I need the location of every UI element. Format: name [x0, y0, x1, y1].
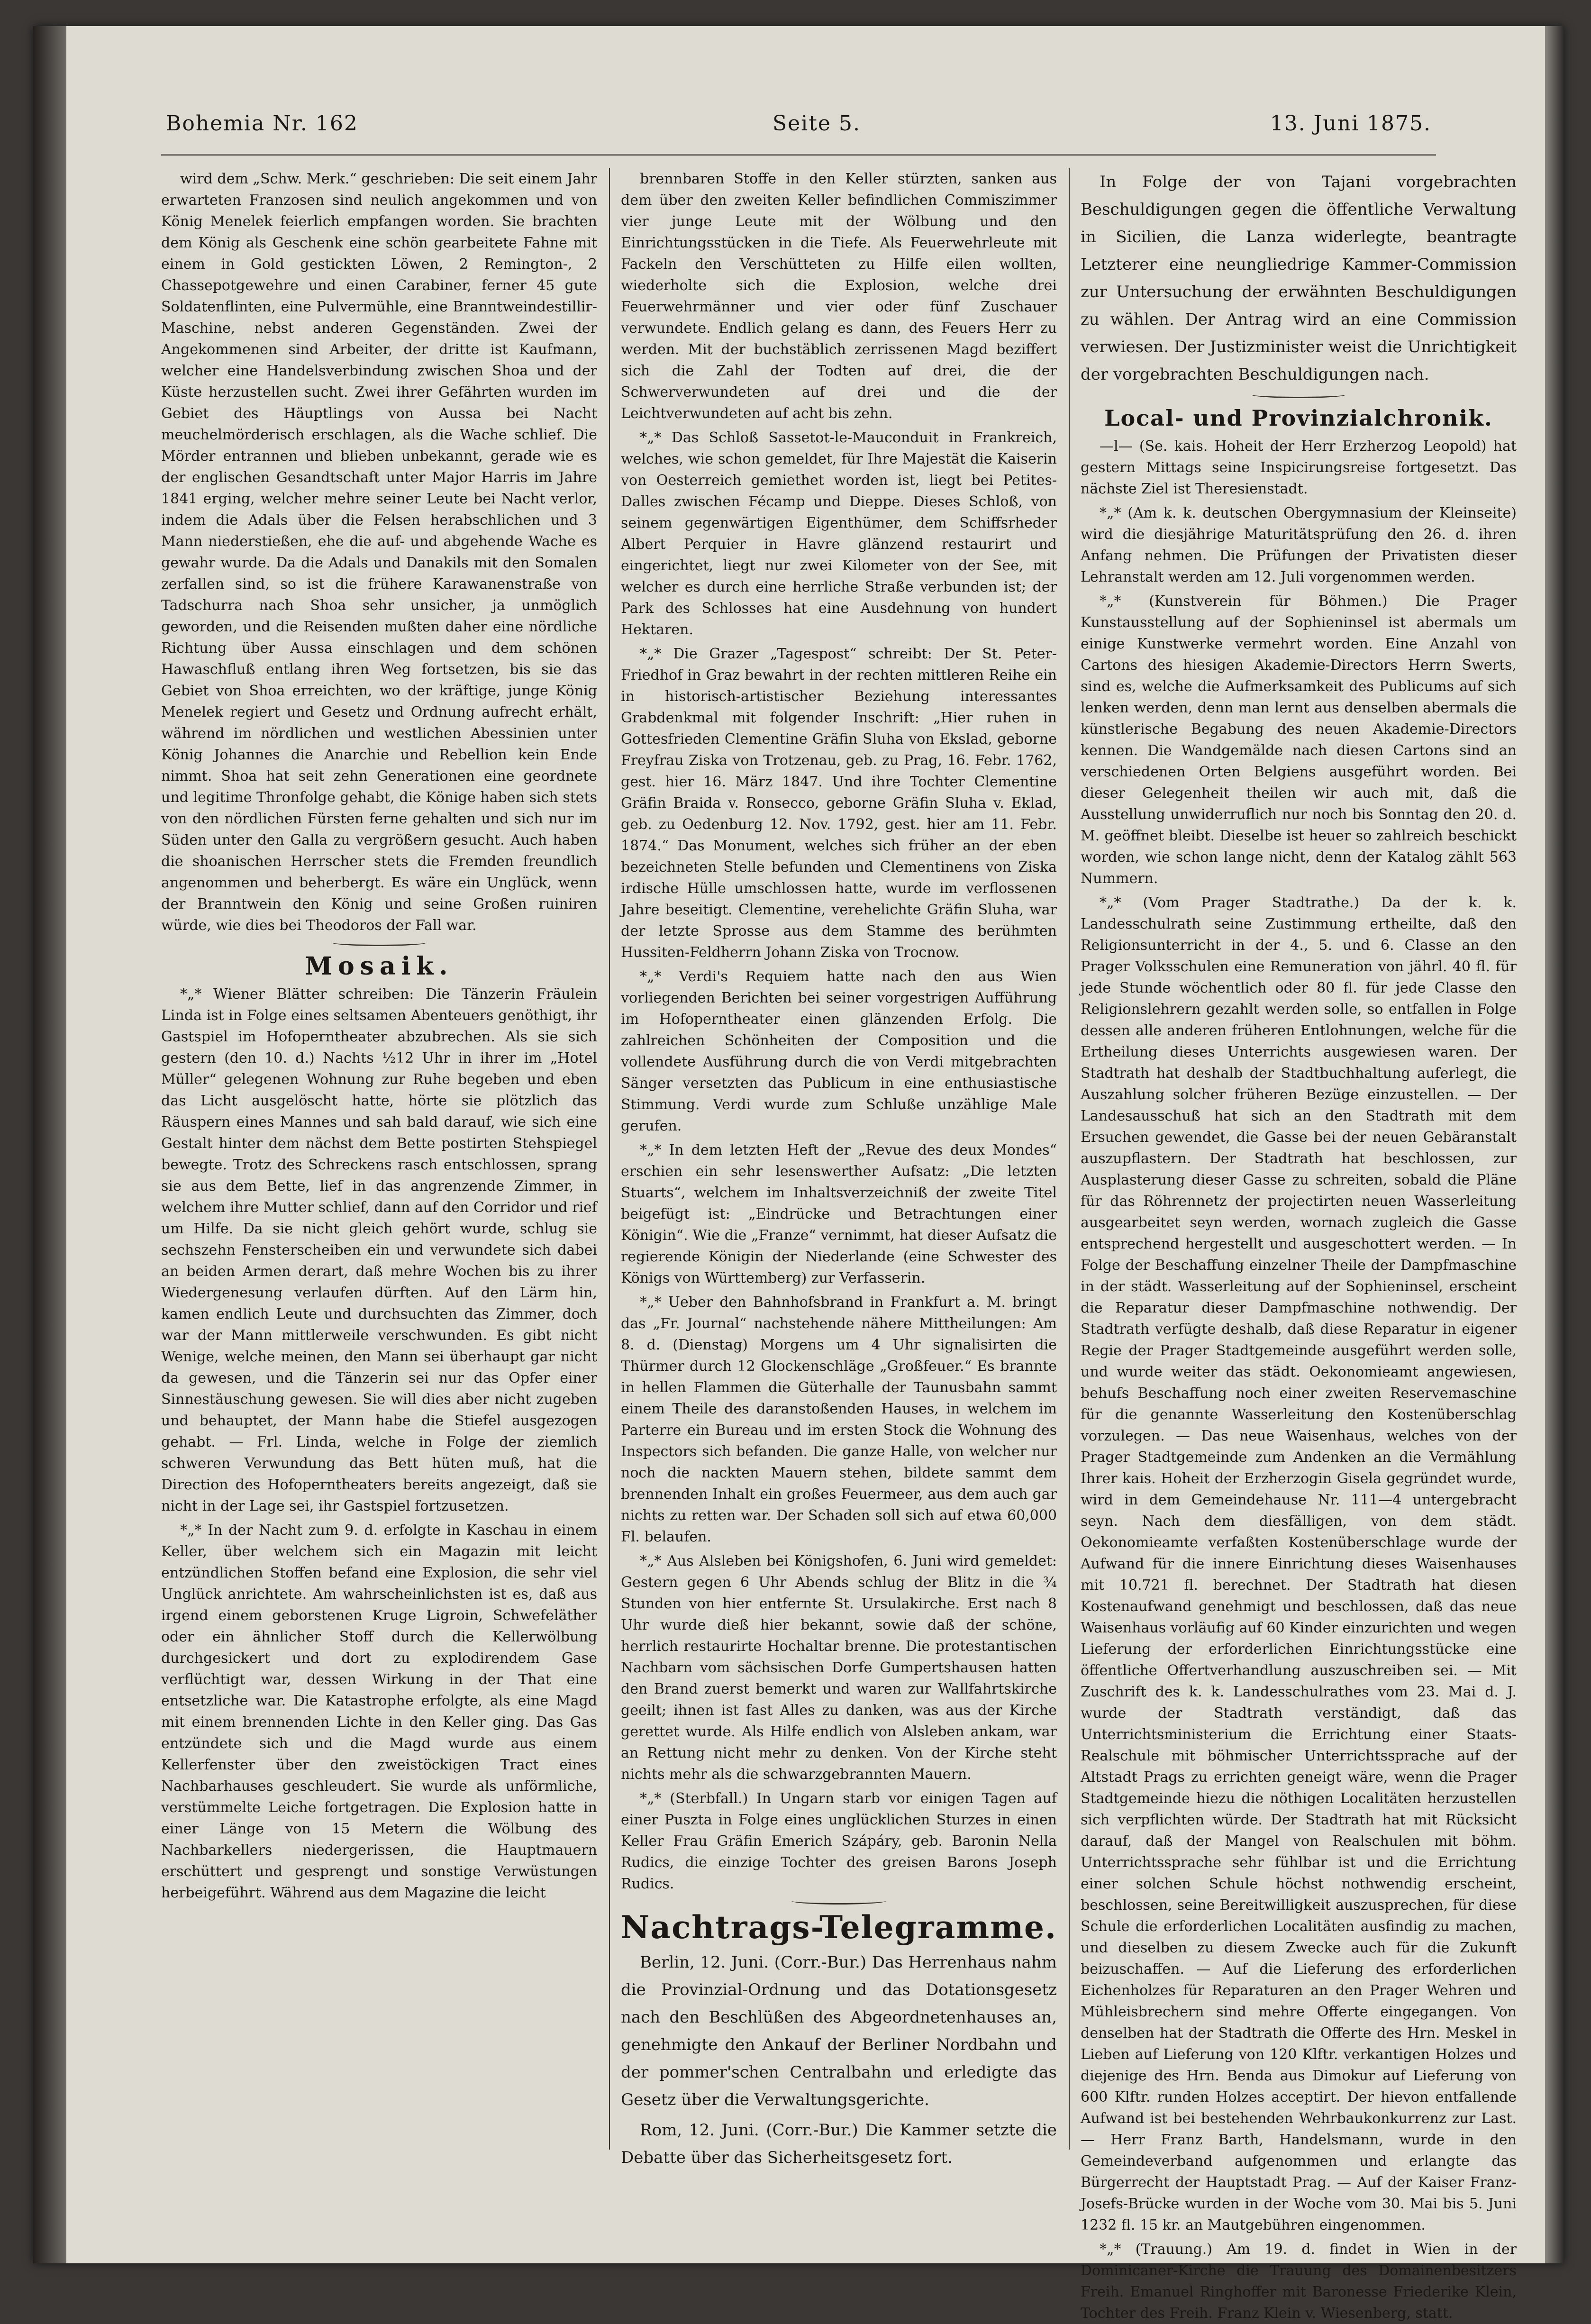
issue-number: Bohemia Nr. 162	[166, 111, 358, 136]
article-sassetot: *„* Das Schloß Sassetot-le-Mauconduit in Frankreich, welches, wie schon gemeldet, für Ihre Majestät die Kaiserin von Oesterreich gemiethet worden ist, liegt bei Petites-Dalles zwischen Fécamp und Dieppe. Dieses Schloß, von seinem gegenwärtigen Eigenthümer, dem Schiffsrheder Albert Perquier in Havre glänzend restaurirt und eingerichtet, liegt nur zwei Kilometer von der See, mit welcher es durch eine herrliche Straße verbunden ist; der Park des Schlosses hat eine Ausdehnung von hundert Hektaren.	[621, 429, 1057, 638]
article-trauung: *„* (Trauung.) Am 19. d. findet in Wien in der Dominicaner-Kirche die Trauung des Domainenbesitzers Freih. Emanuel Ringhoffer mit Baronesse Friederike Klein, Tochter des Freih. Franz Klein v. Wiesenberg, statt.	[1081, 2241, 1517, 2322]
binding-gutter	[33, 26, 66, 2263]
article-verdi: *„* Verdi's Requiem hatte nach den aus Wien vorliegenden Berichten bei seiner vorgestrigen Aufführung im Hofoperntheater einen glänzenden Erfolg. Die zahlreichen Schönheiten der Composition und die vollendete Ausführung durch die von Verdi mitgebrachten Sänger versetzten das Publicum in eine enthusiastische Stimmung. Verdi wurde zum Schluße unzählige Male gerufen.	[621, 968, 1057, 1134]
section-title-local: Local- und Provinzialchronik.	[1104, 405, 1493, 431]
section-ornament	[791, 1897, 886, 1905]
column-1	[161, 168, 597, 2150]
article-sterbfall: *„* (Sterbfall.) In Ungarn starb vor einigen Tagen auf einer Puszta in Folge eines unglücklichen Sturzes in einen Keller Frau Gräfin Emerich Szápáry, geb. Baronin Nella Rudics, die einzige Tochter des greisen Barons Joseph Rudics.	[621, 1790, 1057, 1892]
article-kaschau-cont: brennbaren Stoffe in den Keller stürzten, sanken aus dem über den zweiten Keller befindlichen Commiszimmer vier junge Leute mit der Wölbung und den Einrichtungsstücken in die Tiefe. Als Feuerwehrleute mit Fackeln den Verschütteten zu Hilfe eilen wollten, wiederholte sich die Explosion, welche drei Feuerwehrmänner und vier oder fünf Zuschauer verwundete. Endlich gelang es dann, des Feuers Herr zu werden. Mit der buchstäblich zerrissenen Magd beziffert sich die Zahl der Todten auf drei, die der Schwerverwundeten auf drei und die der Leichtverwundeten auf acht bis zehn.	[621, 171, 1057, 422]
telegram-rome-cont: In Folge der von Tajani vorgebrachten Beschuldigungen gegen die öffentliche Verwaltung in Sicilien, die Lanza widerlegte, beantragte Letzterer eine neungliedrige Kammer-Commission zur Untersuchung der erwähnten Beschuldigungen zu wählen. Der Antrag wird an eine Commission verwiesen. Der Justizminister weist die Unrichtigkeit der vorgebrachten Beschuldigungen nach.	[1081, 173, 1517, 384]
page-number: Seite 5.	[773, 111, 861, 136]
article-linda: *„* Wiener Blätter schreiben: Die Tänzerin Fräulein Linda ist in Folge eines seltsamen Abenteuers genöthigt, ihr Gastspiel im Hofoperntheater abzubrechen. Als sie sich gestern (den 10. d.) Nachts ½12 Uhr in ihrer im „Hotel Müller“ gelegenen Wohnung zur Ruhe begeben und eben das Licht ausgelöscht hatte, hörte sie plötzlich das Räuspern eines Mannes und sah bald darauf, wie sich eine Gestalt hinter dem nächst dem Bette postirten Stehspiegel bewegte. Trotz des Schreckens rasch entschlossen, sprang sie aus dem Bette, lief in das angrenzende Zimmer, in welchem ihre Mutter schlief, dann auf den Corridor und rief um Hilfe. Da sie nicht gleich gehört wurde, schlug sie sechszehn Fensterscheiben ein und verwundete sich dabei an beiden Armen derart, daß mehre Wochen bis zu ihrer Wiedergenesung verlaufen dürften. Auf den Lärm hin, kamen endlich Leute und durchsuchten das Zimmer, doch war der Mann mittlerweile verschwunden. Es gibt nicht Wenige, welche meinen, den Mann sei überhaupt gar nicht da gewesen, und die Tänzerin sei nur das Opfer einer Sinnestäuschung gewesen. Sie will dies aber nicht zugeben und behauptet, der Mann habe die Stiefel ausgezogen gehabt. — Frl. Linda, welche in Folge der ziemlich schweren Verwundung das Bett hüten muß, hat die Direction des Hofoperntheaters bereits angezeigt, daß sie nicht in der Lage sei, ihr Gastspiel fortzusetzen.	[161, 986, 597, 1514]
page-edge	[1545, 26, 1564, 2263]
section-title-telegrams: Nachtrags-Telegramme.	[621, 1909, 1057, 1946]
article-alsleben: *„* Aus Alsleben bei Königshofen, 6. Juni wird gemeldet: Gestern gegen 6 Uhr Abends schlug der Blitz in die ¾ Stunden von hier entfernte St. Ursulakirche. Erst nach 8 Uhr wurde dieß hier bekannt, sowie daß der schöne, herrlich restaurirte Hochaltar brenne. Die protestantischen Nachbarn vom sächsischen Dorfe Gumpertshausen hatten den Brand zuerst bemerkt und waren zur Wallfahrtskirche geeilt; ihnen ist fast Alles zu danken, was aus der Kirche gerettet wurde. Als Hilfe endlich von Alsleben ankam, war an Rettung nicht mehr zu denken. Von der Kirche steht nichts mehr als die schwarzgebrannten Mauern.	[621, 1553, 1057, 1783]
article-gymnasium: *„* (Am k. k. deutschen Obergymnasium der Kleinseite) wird die diesjährige Maturitätsprüfung den 26. d. ihren Anfang nehmen. Die Prüfungen der Privatisten dieser Lehranstalt werden am 12. Juli vorgenommen werden.	[1081, 505, 1517, 585]
column-3	[1081, 168, 1517, 2322]
article-frankfurt: *„* Ueber den Bahnhofsbrand in Frankfurt a. M. bringt das „Fr. Journal“ nachstehende nähere Mittheilungen: Am 8. d. (Dienstag) Morgens um 4 Uhr signalisirten die Thürmer durch 12 Glockenschläge „Großfeuer.“ Es brannte in hellen Flammen die Güterhalle der Taunusbahn sammt einem Theile des daranstoßenden Hauses, in welchem im Parterre ein Bureau und im ersten Stock die Wohnung des Inspectors sich befanden. Die ganze Halle, von welcher nur noch die nackten Mauern stehen, bildete sammt dem brennenden Inhalt ein großes Feuermeer, aus dem auch gar nichts zu retten war. Der Schaden soll sich auf etwa 60,000 Fl. belaufen.	[621, 1294, 1057, 1545]
section-ornament	[332, 939, 427, 946]
section-title-mosaik: Mosaik.	[305, 952, 454, 981]
page-header	[166, 111, 1431, 149]
column-divider	[609, 168, 610, 2150]
telegram-berlin: Berlin, 12. Juni. (Corr.-Bur.) Das Herrenhaus nahm die Provinzial-Ordnung und das Dotationsgesetz nach den Beschlüßen des Abgeordnetenhauses an, genehmigte den Ankauf der Berliner Nordbahn und der pommer'schen Centralbahn und erledigte das Gesetz über die Verwaltungsgerichte.	[621, 1953, 1057, 2109]
article-kaschau: *„* In der Nacht zum 9. d. erfolgte in Kaschau in einem Keller, über welchem sich ein Magazin mit leicht entzündlichen Stoffen befand eine Explosion, die sehr viel Unglück anrichtete. Am wahrscheinlichsten ist es, daß aus irgend einem geborstenen Kruge Ligroin, Schwefeläther oder ein ähnlicher Stoff durch die Kellerwölbung durchgesickert und dort zu explodirendem Gase verflüchtigt war, dessen Wirkung in der That eine entsetzliche war. Die Katastrophe erfolgte, als eine Magd mit einem brennenden Lichte in den Keller ging. Das Gas entzündete sich und die Magd wurde aus einem Kellerfenster über den zweistöckigen Tract eines Nachbarhauses geschleudert. Sie wurde als unförmliche, verstümmelte Leiche fortgetragen. Die Explosion hatte in einer Länge von 15 Metern die Wölbung des Nachbarkellers niedergerissen, die Hauptmauern erschüttert und gesprengt und sonstige Verwüstungen herbeigeführt. Während aus dem Magazine die leicht	[161, 1522, 597, 1901]
article-abyssinia: wird dem „Schw. Merk.“ geschrieben: Die seit einem Jahr erwarteten Franzosen sind neulich angekommen und von König Menelek feierlich empfangen worden. Sie brachten dem König als Geschenk eine schön gearbeitete Fahne mit einem in Gold gestickten Löwen, 2 Remington-, 2 Chassepotgewehre und einen Carabiner, ferner 45 gute Soldatenflinten, eine Pulvermühle, eine Branntweindestillir-Maschine, nebst anderen Gegenständen. Zwei der Angekommenen sind Arbeiter, der dritte ist Kaufmann, welcher eine Handelsverbindung zwischen Shoa und der Küste herzustellen sucht. Zwei ihrer Gefährten wurden im Gebiet des Häuptlings von Aussa bei Nacht meuchelmörderisch erschlagen, als die Wache schlief. Die Mörder entrannen und blieben unbekannt, gerade wie es der englischen Gesandtschaft unter Major Harris im Jahre 1841 erging, welcher mehre seiner Leute bei Nacht verlor, indem die Adals über die Felsen herabschlichen und 3 Mann niederstießen, ehe die auf- und abgehende Wache es gewahr wurde. Da die Adals und Danakils mit den Somalen zerfallen sind, so ist die frühere Karawanenstraße von Tadschurra nach Shoa sehr unsicher, ja unmöglich geworden, und die Reisenden mußten daher eine nördliche Richtung über Aussa einschlagen und dem schönen Hawaschfluß entlang ihren Weg fortsetzen, bis sie das Gebiet von Shoa erreichten, wo der kräftige, junge König Menelek regiert und Gesetz und Ordnung aufrecht erhält, während im nördlichen und westlichen Abessinien unter König Johannes die Anarchie und Rebellion kein Ende nimmt. Shoa hat seit zehn Generationen eine geordnete und legitime Thronfolge gehabt, die Könige haben sich stets von den nördlichen Fürsten ferne gehalten und sich nur im Süden unter den Galla zu vergrößern gesucht. Auch haben die shoanischen Herrscher stets die Fremden freundlich angenommen und beherbergt. Es wäre ein Unglück, wenn der Branntwein den König und seine Großen ruiniren würde, wie dies bei Theodoros der Fall war.	[161, 171, 597, 934]
article-graz: *„* Die Grazer „Tagespost“ schreibt: Der St. Peter-Friedhof in Graz bewahrt in der rechten mittleren Reihe ein in historisch-artistischer Beziehung interessantes Grabdenkmal mit folgender Inschrift: „Hier ruhen in Gottesfrieden Clementine Gräfin Sluha von Ekslad, geborne Freyfrau Ziska von Trotzenau, geb. zu Prag, 16. Febr. 1762, gest. hier 16. März 1847. Und ihre Tochter Clementine Gräfin Braida v. Ronsecco, geborne Gräfin Sluha v. Eklad, geb. zu Oedenburg 12. Nov. 1792, gest. hier am 11. Febr. 1874.“ Das Monument, welches sich früher an der eben bezeichneten Stelle befunden und Clementinens von Ziska irdische Hülle umschlossen hatte, wurde im verflossenen Jahre beseitigt. Clementine, verehelichte Gräfin Sluha, war der letzte Sprosse aus dem Stamme des berühmten Hussiten-Feldherrn Johann Ziska von Trocnow.	[621, 646, 1057, 961]
section-ornament	[1251, 391, 1346, 398]
column-divider	[1069, 168, 1070, 2150]
issue-date: 13. Juni 1875.	[1270, 111, 1431, 136]
article-kunstverein: *„* (Kunstverein für Böhmen.) Die Prager Kunstausstellung auf der Sophieninsel ist abermals um einige Kunstwerke vermehrt worden. Eine Anzahl von Cartons des hiesigen Akademie-Directors Herrn Swerts, sind es, welche die Aufmerksamkeit des Publicums auf sich lenken werden, denn man lernt aus denselben abermals die künstlerische Begabung des neuen Akademie-Directors kennen. Die Wandgemälde nach diesen Cartons sind an verschiedenen Orten Belgiens ausgeführt worden. Bei dieser Gelegenheit theilen wir auch mit, daß die Ausstellung unwiderruflich nur noch bis Sonntag den 20. d. M. geöffnet bleibt. Dieselbe ist heuer so zahlreich beschickt worden, wie schon lange nicht, denn der Katalog zählt 563 Nummern.	[1081, 593, 1517, 887]
article-archduke: —l— (Se. kais. Hoheit der Herr Erzherzog Leopold) hat gestern Mittags seine Inspicirungsreise fortgesetzt. Das nächste Ziel ist Theresienstadt.	[1081, 438, 1517, 497]
article-stadtrath: *„* (Vom Prager Stadtrathe.) Da der k. k. Landesschulrath seine Zustimmung ertheilte, daß den Religionsunterricht in der 4., 5. und 6. Classe an den Prager Volksschulen eine Remuneration von jährl. 40 fl. für jede Stunde wöchentlich oder 80 fl. für jede Classe den Religionslehrern gezahlt werden solle, so entfallen in Folge dessen alle anderen früheren Entlohnungen, welche für die Ertheilung dieses Unterrichts ausgewiesen waren. Der Stadtrath hat deshalb der Stadtbuchhaltung auferlegt, die Auszahlung solcher früheren Bezüge einzustellen. — Der Landesausschuß hat sich an den Stadtrath mit dem Ersuchen gewendet, die Gasse bei der neuen Gebäranstalt auszupflastern. Der Stadtrath hat beschlossen, zur Ausplasterung dieser Gasse zu schreiten, sobald die Pläne für das Röhrennetz der projectirten neuen Wasserleitung ausgearbeitet seyn werden, wornach zugleich die Gasse entsprechend hergestellt und ausgeschottert werden. — In Folge der Beschaffung einzelner Theile der Dampfmaschine in der städt. Wasserleitung auf der Sophieninsel, erscheint die Reparatur dieser Dampfmaschine nothwendig. Der Stadtrath verfügte deshalb, daß diese Reparatur in eigener Regie der Prager Stadtgemeinde ausgeführt werden solle, und wurde weiter das städt. Oekonomieamt angewiesen, behufs Beschaffung noch einer zweiten Reservemaschine für die genannte Wasserleitung den Kostenüberschlag vorzulegen. — Das neue Waisenhaus, welches von der Prager Stadtgemeinde zum Andenken an die Vermählung Ihrer kais. Hoheit der Erzherzogin Gisela gegründet wurde, wird in dem Gemeindehause Nr. 111—4 untergebracht seyn. Nach dem diesfälligen, von dem städt. Oekonomieamte verfaßten Kostenüberschlage wurde der Aufwand für die innere Einrichtung dieses Waisenhauses mit 10.721 fl. berechnet. Der Stadtrath hat diesen Kostenaufwand genehmigt und beschlossen, daß das neue Waisenhaus vorläufig auf 60 Kinder einzurichten und wegen Lieferung der erforderlichen Einrichtungsstücke eine öffentliche Offertverhandlung auszuschreiben sei. — Mit Zuschrift des k. k. Landesschulrathes vom 23. Mai d. J. wurde der Stadtrath verständigt, daß das Unterrichtsministerium die Errichtung einer Staats-Realschule mit böhmischer Unterrichtssprache auf der Altstadt Prags zu errichten geneigt wäre, wenn die Prager Stadtgemeinde hiezu die nöthigen Localitäten herzustellen sich verpflichten würde. Der Stadtrath hat mit Rücksicht darauf, daß der Mangel von Realschulen mit böhm. Unterrichtssprache sehr fühlbar ist und die Errichtung einer solchen Schule höchst nothwendig erscheint, beschlossen, seine Bereitwilligkeit auszusprechen, für diese Schule die erforderlichen Localitäten ausfindig zu machen, und dieselben zu diesem Zwecke auch für die Zukunft beizuschaffen. — Auf die Lieferung des erforderlichen Eichenholzes für Reparaturen an den Prager Wehren und Mühleisbrechern sind mehre Offerte eingegangen. Von denselben hat der Stadtrath die Offerte des Hrn. Meskel in Lieben auf Lieferung von 120 Klftr. verkantigen Holzes und diejenige des Hrn. Benda aus Dimokur auf Lieferung von 600 Klftr. runden Holzes acceptirt. Der hievon entfallende Aufwand ist bei bestehenden Wehrbaukonkurrenz zur Last. — Herr Franz Barth, Handelsmann, wurde in den Gemeindeverband aufgenommen und erlangte das Bürgerrecht der Hauptstadt Prag. — Auf der Kaiser Franz-Josefs-Brücke wurden in der Woche vom 30. Mai bis 5. Juni 1232 fl. 15 kr. an Mautgebühren eingenommen.	[1081, 894, 1517, 2233]
newspaper-page	[33, 26, 1564, 2322]
header-rule	[161, 154, 1436, 155]
article-revue: *„* In dem letzten Heft der „Revue des deux Mondes“ erschien ein sehr lesenswerther Aufsatz: „Die letzten Stuarts“, welchem im Inhaltsverzeichniß der zweite Titel beigefügt ist: „Eindrücke und Betrachtungen einer Königin“. Wie die „Franze“ vernimmt, hat dieser Aufsatz die regierende Königin der Niederlande (eine Schwester des Königs von Württemberg) zur Verfasserin.	[621, 1142, 1057, 1286]
column-2	[621, 168, 1057, 2167]
telegram-rome: Rom, 12. Juni. (Corr.-Bur.) Die Kammer setzte die Debatte über das Sicherheitsgesetz fort.	[621, 2121, 1057, 2167]
